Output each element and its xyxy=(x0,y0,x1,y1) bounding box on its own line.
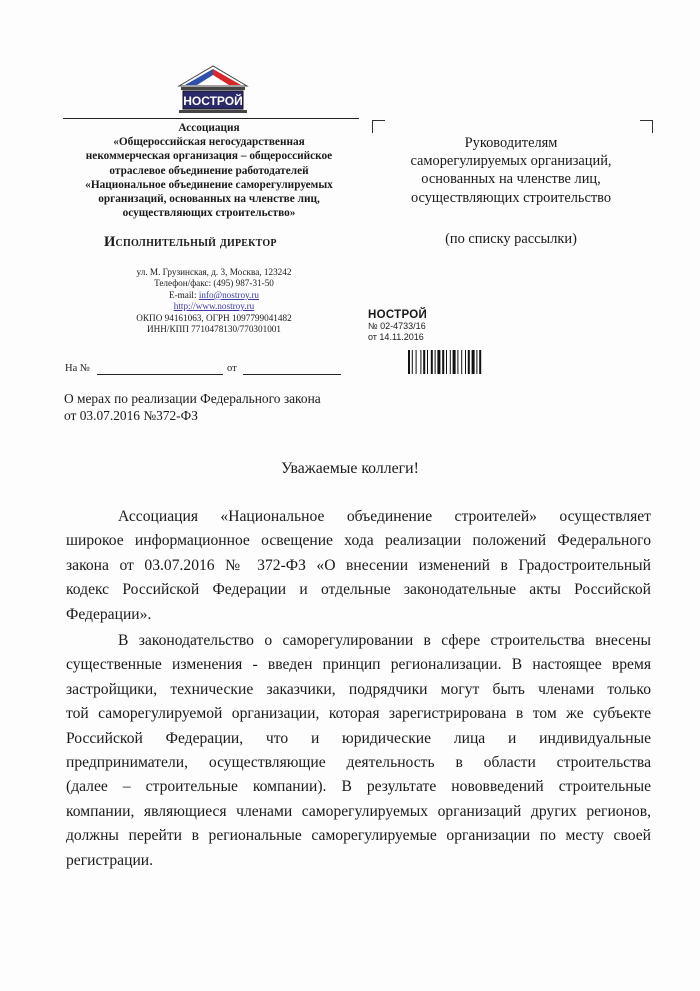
org-line: организаций, основанных на членстве лиц, xyxy=(98,193,320,206)
paragraph-line: регистрации. xyxy=(66,851,154,869)
subject-line: от 03.07.2016 №372-ФЗ xyxy=(64,407,198,423)
executive-director-title: Исполнительный директор xyxy=(104,234,277,250)
organization-name xyxy=(58,121,360,220)
addressee xyxy=(388,134,634,207)
logo-text: НОСТРОЙ xyxy=(183,94,243,108)
letter-subject xyxy=(64,391,354,424)
header-divider xyxy=(63,118,359,119)
website-link[interactable]: http://www.nostroy.ru xyxy=(173,301,255,312)
paragraph-line: компании, являющиеся членами саморегулируемых организаций других регионов, xyxy=(66,802,651,820)
org-line: «Общероссийская негосударственная xyxy=(113,136,305,149)
org-line: некоммерческая организация – общероссийское xyxy=(85,150,333,163)
paragraph-line: застройщики, технические заказчики, подрядчики могут быть членами только xyxy=(66,680,651,698)
stamp-org: НОСТРОЙ xyxy=(368,309,428,321)
inn-kpp: ИНН/КПП 7710478130/770301001 xyxy=(147,324,281,335)
paragraph-1 xyxy=(66,505,651,627)
paragraph-line: (далее – строительные компании). В результате нововведений строительные xyxy=(66,778,651,796)
org-line: «Национальное объединение саморегулируемых xyxy=(85,178,333,191)
paragraph-2 xyxy=(66,629,651,873)
paragraph-line: той саморегулируемой организации, которая зарегистрирована в том же субъекте xyxy=(66,705,651,723)
paragraph-line: В законодательство о саморегулировании в сфере строительства внесены xyxy=(118,632,651,649)
mailing-list-note: (по списку рассылки) xyxy=(445,231,577,247)
addressee-line: саморегулируемых организаций, xyxy=(410,153,612,170)
paragraph-line: существенные изменения - введен принцип регионализации. В настоящее время xyxy=(66,656,651,674)
addressee-line: основанных на членстве лиц, xyxy=(421,171,601,188)
ref-date-blank xyxy=(243,374,341,375)
email-row xyxy=(104,290,324,301)
subject-line: О мерах по реализации Федерального закона xyxy=(64,391,321,406)
org-line: Ассоциация xyxy=(178,122,240,134)
paragraph-line: Ассоциация «Национальное объединение строителей» осуществляет xyxy=(118,508,651,525)
ref-number-blank xyxy=(97,374,223,375)
email-label: E-mail: xyxy=(168,289,197,300)
greeting: Уважаемые коллеги! xyxy=(281,460,419,477)
stamp-number: № 02-4733/16 xyxy=(368,321,426,331)
address-corner-left xyxy=(372,120,385,133)
stamp-date: от 14.11.2016 xyxy=(368,332,424,342)
barcode xyxy=(408,350,496,374)
email-link[interactable]: info@nostroy.ru xyxy=(198,289,260,300)
reference-line xyxy=(65,363,345,377)
address: ул. М. Грузинская, д. 3, Москва, 123242 xyxy=(136,267,292,277)
nostroy-logo xyxy=(175,64,251,116)
ref-date-label: от xyxy=(227,363,237,374)
paragraph-line: закона от 03.07.2016 № 372-ФЗ «О внесении изменений в Градостроительный xyxy=(66,556,651,574)
paragraph-line: предприниматели, осуществляющие деятельность в области строительства xyxy=(66,753,651,771)
address-corner-right xyxy=(640,120,653,133)
paragraph-line: Федерации». xyxy=(66,605,152,623)
phone: Телефон/факс: (495) 987-31-50 xyxy=(154,278,274,289)
paragraph-line: широкое информационное освещение хода реализации положений Федерального xyxy=(66,532,651,550)
okpo-ogrn: ОКПО 94161063, ОГРН 1097799041482 xyxy=(136,312,292,323)
paragraph-line: кодекс Российской Федерации и отдельные законодательные акты Российской xyxy=(66,581,651,599)
registration-stamp xyxy=(368,309,518,343)
addressee-line: осуществляющих строительство xyxy=(410,189,612,206)
paragraph-line: должны перейти в региональные саморегулируемые организации по месту своей xyxy=(66,827,651,845)
contact-details xyxy=(104,267,324,335)
ref-number-label: На № xyxy=(65,363,90,374)
org-line: отраслевое объединение работодателей xyxy=(109,164,309,177)
addressee-line: Руководителям xyxy=(464,135,558,151)
org-line: осуществляющих строительство» xyxy=(122,207,296,220)
paragraph-line: Российской Федерации, что и юридические лица и индивидуальные xyxy=(66,729,651,747)
